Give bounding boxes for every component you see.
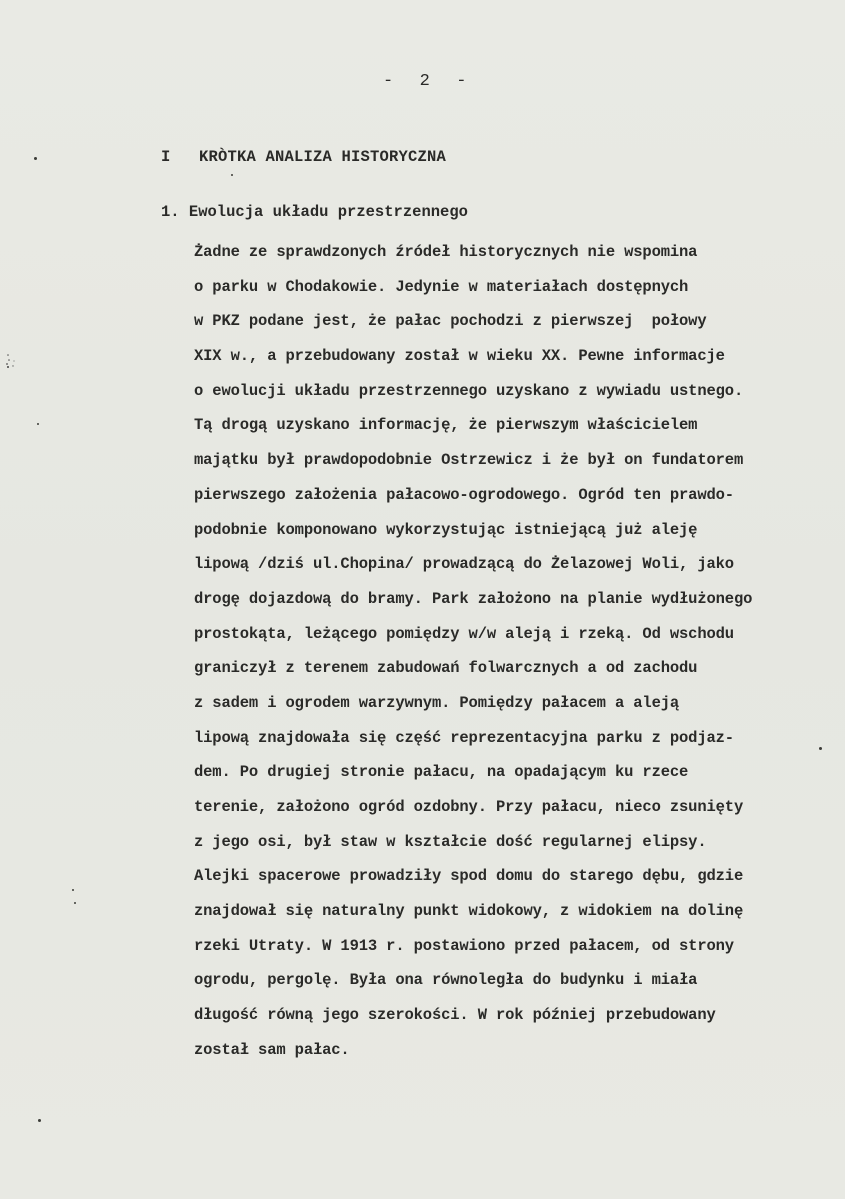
text-line: terenie, założono ogród ozdobny. Przy pałacu, nieco zsunięty: [194, 798, 744, 816]
scan-speck: [72, 889, 74, 891]
text-line: graniczył z terenem zabudowań folwarcznych a od zachodu: [194, 659, 698, 678]
text-line: z jego osi, był staw w kształcie dość regularnej elipsy.: [194, 832, 707, 851]
text-line: został sam pałac.: [194, 1040, 350, 1059]
text-line: podobnie komponowano wykorzystując istniejącą już aleję: [194, 520, 698, 539]
text-line: majątku był prawdopodobnie Ostrzewicz i że był on fundatorem: [194, 451, 744, 470]
text-line: Żadne ze sprawdzonych źródeł historycznych nie wspomina: [194, 243, 698, 261]
scan-speck: [38, 1119, 41, 1122]
text-line: Alejki spacerowe prowadziły spod domu do starego dębu, gdzie: [194, 867, 744, 886]
text-line: dem. Po drugiej stronie pałacu, na opadającym ku rzece: [194, 763, 689, 782]
text-line: o ewolucji układu przestrzennego uzyskano z wywiadu ustnego.: [194, 381, 744, 400]
text-line: długość równą jego szerokości. W rok później przebudowany: [194, 1006, 716, 1025]
margin-scribble-icon: [5, 352, 17, 374]
text-line: drogę dojazdową do bramy. Park założono na planie wydłużonego: [194, 589, 753, 608]
scan-speck: [74, 902, 76, 904]
text-line: z sadem i ogrodem warzywnym. Pomiędzy pałacem a aleją: [194, 693, 680, 712]
text-line: rzeki Utraty. W 1913 r. postawiono przed pałacem, od strony: [194, 936, 734, 955]
text-line: lipową /dziś ul.Chopina/ prowadzącą do Żelazowej Woli, jako: [194, 555, 734, 574]
scan-speck: [819, 747, 822, 750]
page-number: - 2 -: [383, 72, 469, 91]
text-line: znajdował się naturalny punkt widokowy, z widokiem na dolinę: [194, 902, 744, 921]
text-line: w PKZ podane jest, że pałac pochodzi z pierwszej połowy: [194, 312, 707, 331]
subsection-heading: 1. Ewolucja układu przestrzennego: [161, 203, 468, 221]
text-line: XIX w., a przebudowany został w wieku XX. Pewne informacje: [194, 347, 725, 366]
body-paragraph: [194, 235, 752, 1068]
text-line: Tą drogą uzyskano informację, że pierwszym właścicielem: [194, 416, 698, 435]
text-line: ogrodu, pergolę. Była ona równoległa do budynku i miała: [194, 971, 698, 990]
text-line: prostokąta, leżącego pomiędzy w/w aleją i rzeką. Od wschodu: [194, 624, 734, 643]
scan-speck: [37, 423, 39, 425]
text-line: pierwszego założenia pałacowo-ogrodowego. Ogród ten prawdo-: [194, 485, 734, 504]
scan-speck: [231, 174, 233, 176]
text-line: o parku w Chodakowie. Jedynie w materiałach dostępnych: [194, 277, 689, 296]
scan-speck: [34, 157, 37, 160]
section-heading: I KRÒTKA ANALIZA HISTORYCZNA: [161, 148, 447, 166]
text-line: lipową znajdowała się część reprezentacyjna parku z podjaz-: [194, 728, 734, 747]
